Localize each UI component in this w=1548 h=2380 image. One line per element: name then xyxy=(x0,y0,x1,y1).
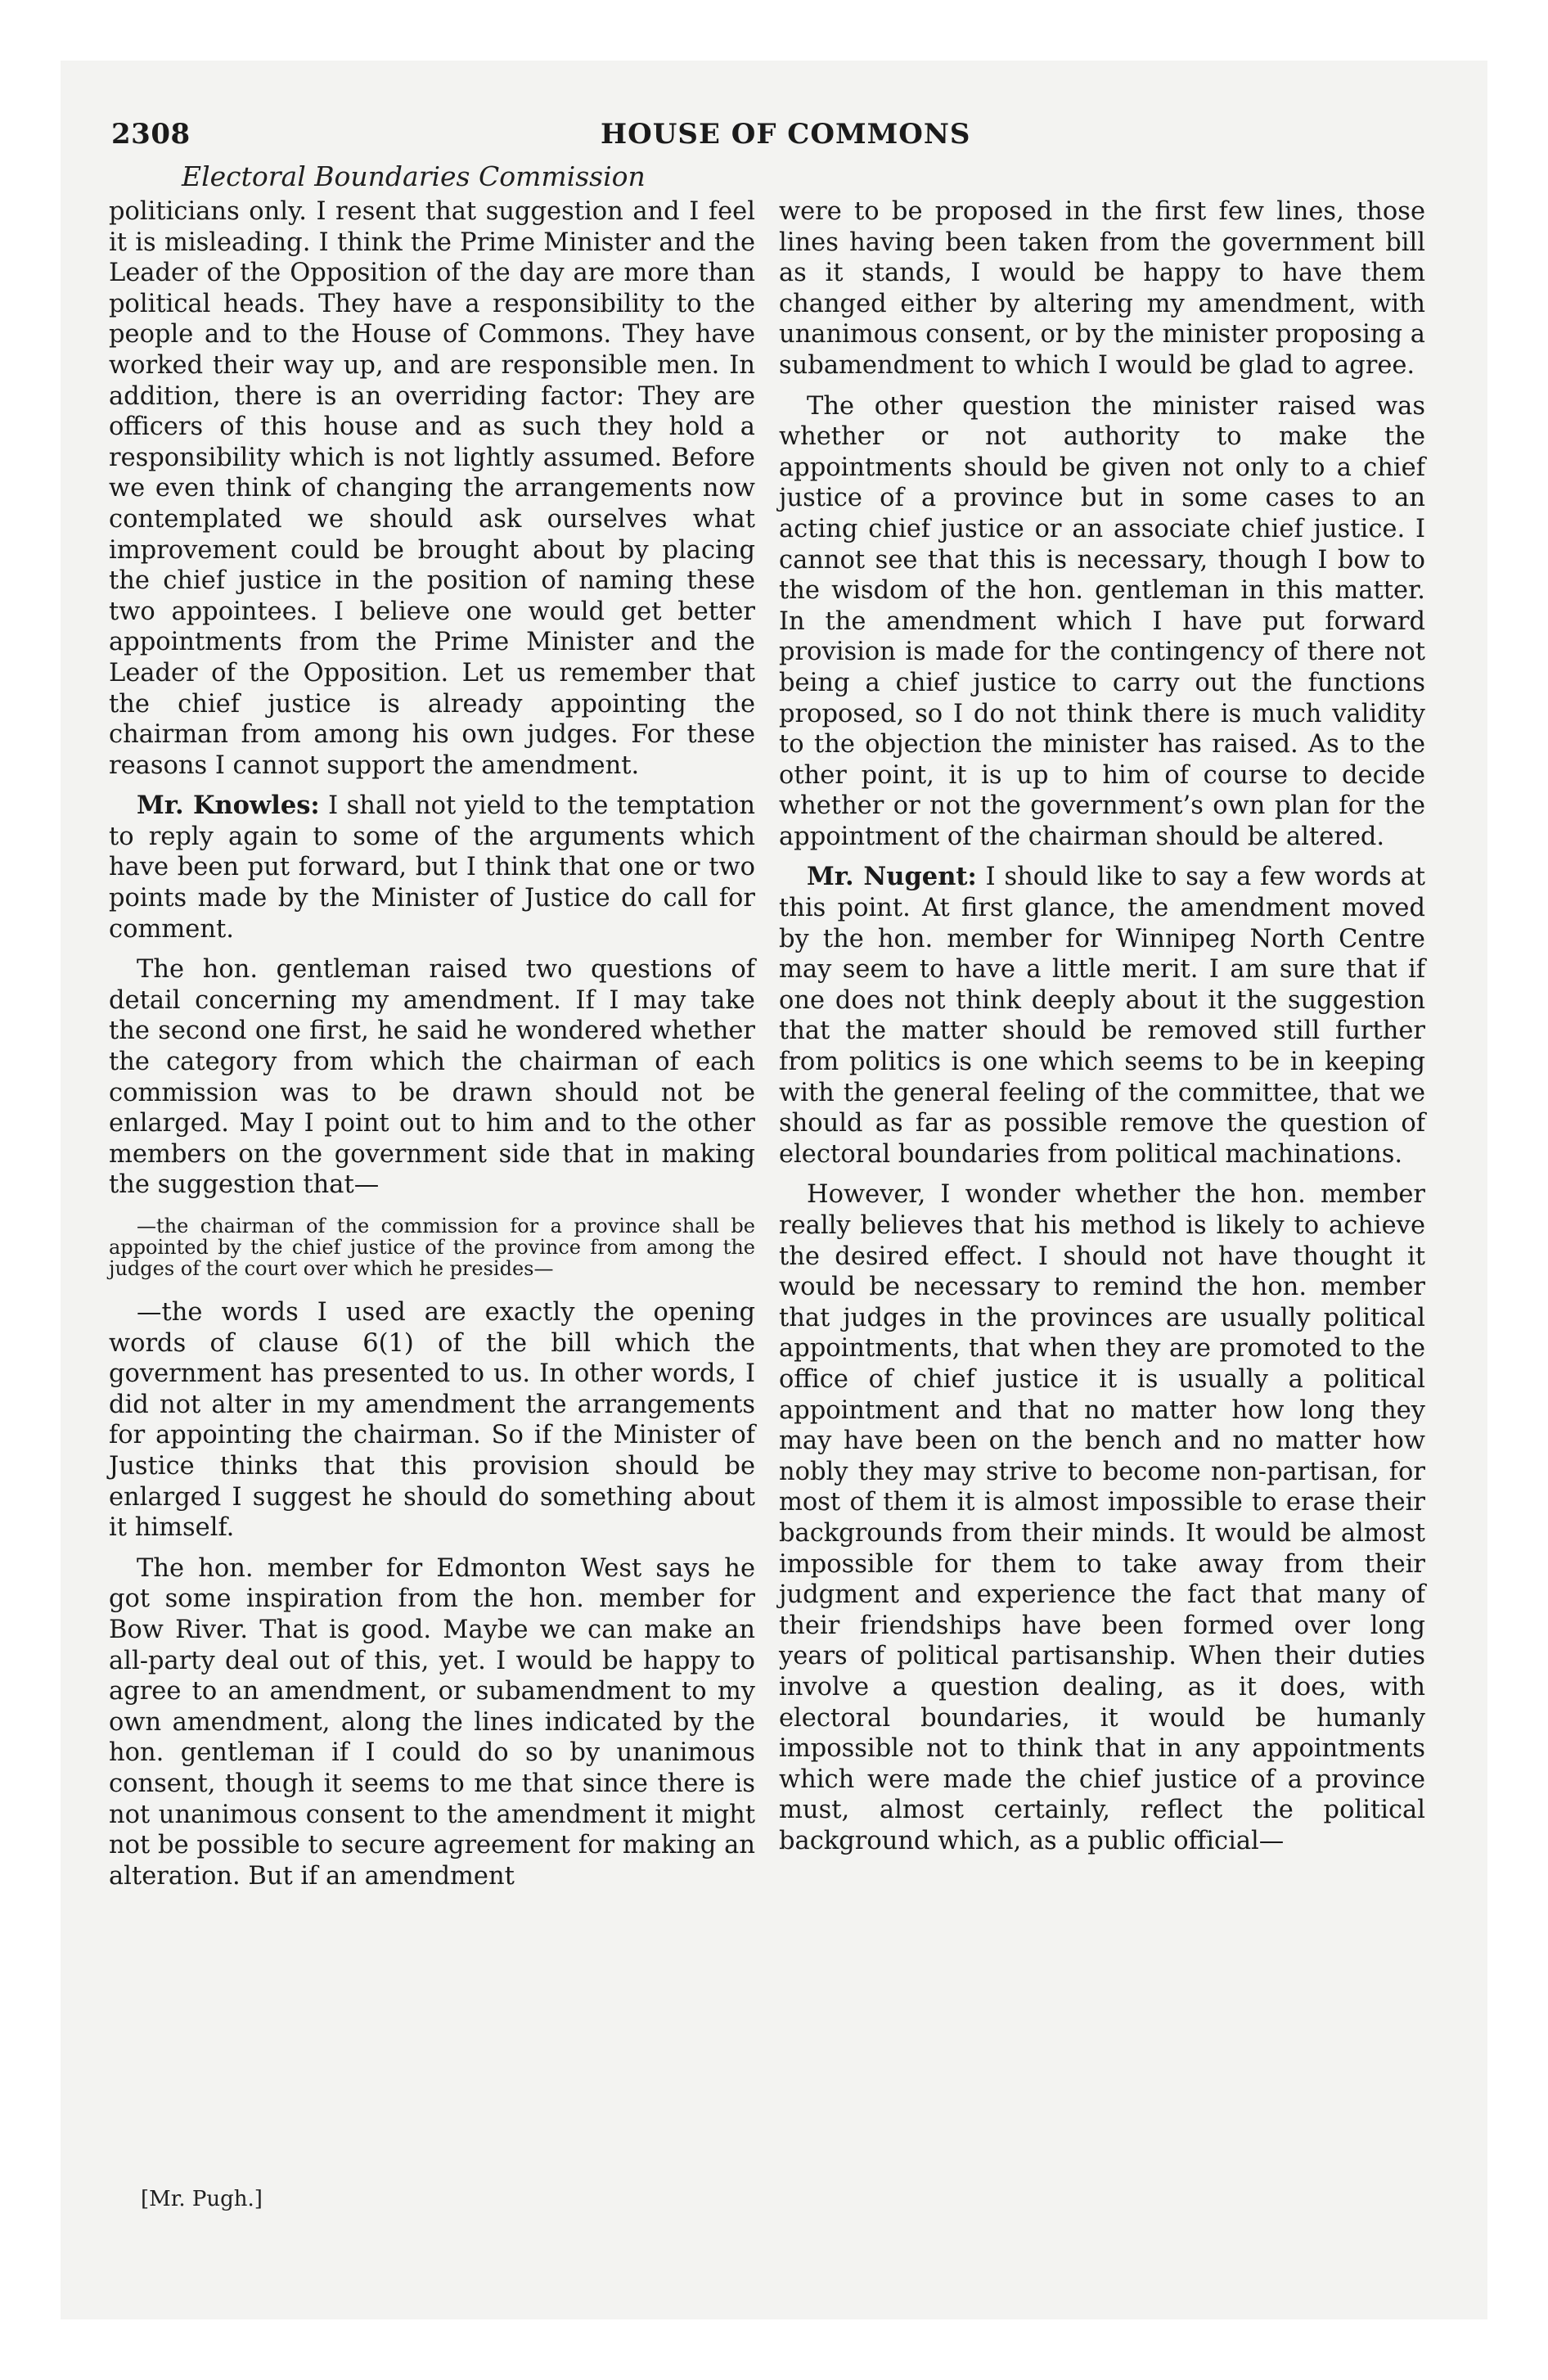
paragraph: —the words I used are exactly the opening words of clause 6(1) of the bill which the government has presented to us. In other words, I did not alter in my amendment the arrangements for appointing the chairman. So if the Minister of Justice thinks that this provision should be enlarged I suggest he should do something about it himself. xyxy=(109,1298,755,1543)
page-number: 2308 xyxy=(111,118,191,151)
page xyxy=(61,61,1487,2319)
footer-speaker-note: [Mr. Pugh.] xyxy=(141,2187,263,2211)
block-quote: —the chairman of the commission for a province shall be appointed by the chief justice of the province from among the judges of the court over which he presides— xyxy=(109,1215,755,1280)
speech-text: I shall not yield to the temptation to reply again to some of the arguments which have been put forward, but I think that one or two points made by the Minister of Justice do call for comment. xyxy=(109,791,755,944)
speaker-name: Mr. Nugent: xyxy=(807,862,977,892)
paragraph-knowles xyxy=(109,791,755,944)
speech-text: I should like to say a few words at this point. At first glance, the amendment moved by the hon. member for Winnipeg North Centre may seem to have a little merit. I am sure that if one does not think deeply about it the suggestion that the matter should be removed still further from politics is one which seems to be in keeping with the general feeling of the committee, that we should as far as possible remove the question of electoral boundaries from political machinations. xyxy=(779,863,1426,1169)
paragraph: The other question the minister raised was whether or not authority to make the appointments should be given not only to a chief justice of a province but in some cases to an acting chief justice or an associate chief justice. I cannot see that this is necessary, though I bow to the wisdom of the hon. gentleman in this matter. In the amendment which I have put forward provision is made for the contingency of there not being a chief justice to carry out the functions proposed, so I do not think there is much validity to the objection the minister has raised. As to the other point, it is up to him of course to decide whether or not the government’s own plan for the appointment of the chairman should be altered. xyxy=(779,391,1425,851)
paragraph-nugent xyxy=(779,862,1425,1170)
paragraph: However, I wonder whether the hon. member really believes that his method is likely to achieve the desired effect. I should not have thought it would be necessary to remind the hon. member that judges in the provinces are usually political appointments, that when they are promoted to the office of chief justice it is usually a political appointment and that no matter how long they may have been on the bench and no matter how nobly they may strive to become non-partisan, for most of them it is almost impossible to erase their backgrounds from their minds. It would be almost impossible for them to take away from their judgment and experience the fact that many of their friendships have been formed over long years of political partisanship. When their duties involve a question dealing, as it does, with electoral boundaries, it would be humanly impossible not to think that in any appointments which were made the chief justice of a province must, almost certainly, reflect the political background which, as a public official— xyxy=(779,1180,1425,1855)
page-header xyxy=(111,118,1437,159)
paragraph: The hon. gentleman raised two questions of detail concerning my amendment. If I may take the second one first, he said he wondered whether the category from which the chairman of each commission was to be drawn should not be enlarged. May I point out to him and to the other members on the government side that in making the suggestion that— xyxy=(109,955,755,1200)
paragraph: politicians only. I resent that suggestion and I feel it is misleading. I think the Prime Minister and the Leader of the Opposition of the day are more than political heads. They have a responsibility to the people and to the House of Commons. They have worked their way up, and are responsible men. In addition, there is an overriding factor: They are officers of this house and as such they hold a responsibility which is not lightly assumed. Before we even think of changing the arrangements now contemplated we should ask ourselves what improvement could be brought about by placing the chief justice in the position of naming these two appointees. I believe one would get better appointments from the Prime Minister and the Leader of the Opposition. Let us remember that the chief justice is already appointing the chairman from among his own judges. For these reasons I cannot support the amendment. xyxy=(109,197,755,780)
speaker-name: Mr. Knowles: xyxy=(137,791,320,821)
running-head: HOUSE OF COMMONS xyxy=(601,118,971,151)
paragraph: The hon. member for Edmonton West says he got some inspiration from the hon. member for Bow River. That is good. Maybe we can make an all-party deal out of this, yet. I would be happy to agree to an amendment, or subamendment to my own amendment, along the lines indicated by the hon. gentleman if I could do so by unanimous consent, though it seems to me that since there is not unanimous consent to the amendment it might not be possible to secure agreement for making an alteration. But if an amendment xyxy=(109,1553,755,1891)
paragraph: were to be proposed in the first few lines, those lines having been taken from the government bill as it stands, I would be happy to have them changed either by altering my amendment, with unanimous consent, or by the minister proposing a subamendment to which I would be glad to agree. xyxy=(779,197,1425,380)
left-column xyxy=(109,196,755,1901)
right-column xyxy=(779,196,1425,1866)
section-subtitle: Electoral Boundaries Commission xyxy=(182,160,646,192)
